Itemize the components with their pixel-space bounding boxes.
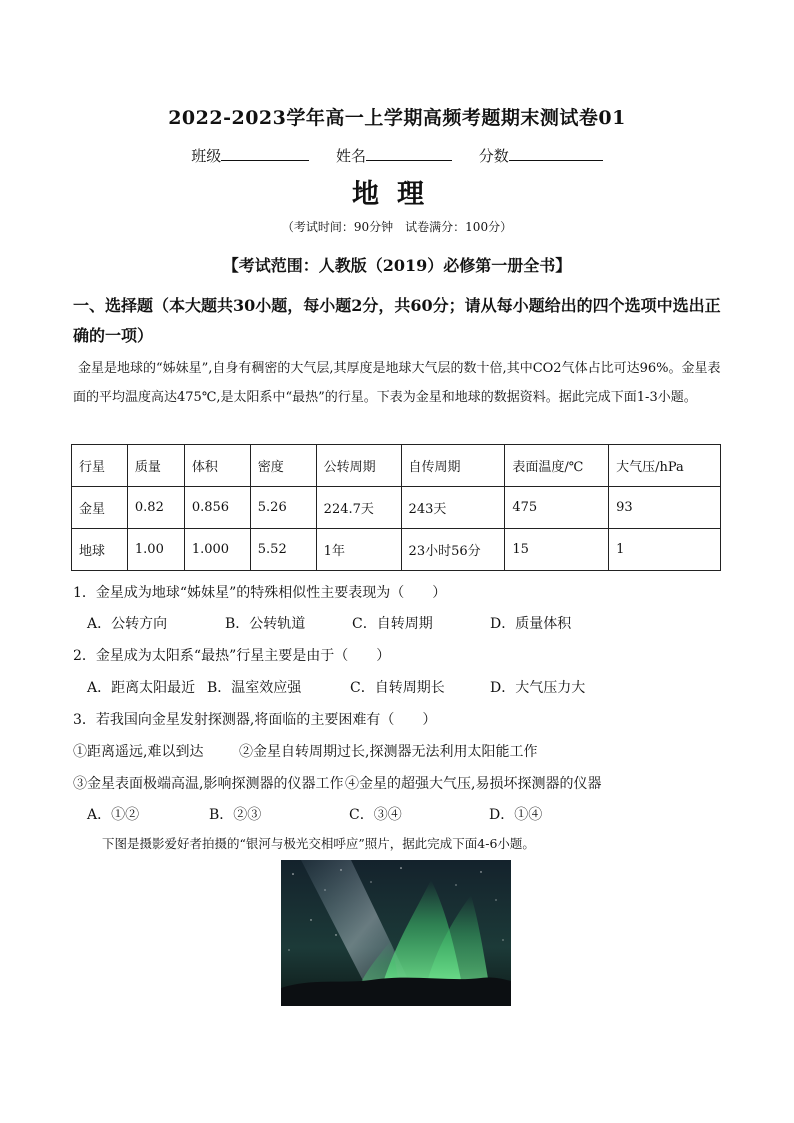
paper-title: 2022-2023学年高一上学期高频考题期末测试卷01	[168, 107, 626, 129]
question-3-options	[87, 804, 727, 824]
option-b[interactable]: B．公转轨道	[225, 616, 306, 632]
statement-1: ①距离遥远,难以到达	[73, 744, 204, 760]
table-header-cell: 公转周期	[316, 445, 401, 487]
table-cell: 5.52	[250, 529, 316, 571]
question-3-statements-row-2	[73, 773, 601, 793]
table-header-row	[72, 445, 721, 487]
question-1-stem: 1．金星成为地球“姊妹星”的特殊相似性主要表现为（ ）	[73, 585, 447, 601]
table-header-cell: 密度	[250, 445, 316, 487]
question-3-stem: 3．若我国向金星发射探测器,将面临的主要困难有（ ）	[73, 712, 437, 728]
score-blank	[509, 146, 603, 161]
table-cell: 金星	[72, 487, 128, 529]
table-cell: 93	[609, 487, 721, 529]
table-header-cell: 体积	[184, 445, 250, 487]
table-cell: 1年	[316, 529, 401, 571]
option-d[interactable]: D．①④	[489, 807, 543, 823]
exam-info: （考试时间：90分钟 试卷满分：100分）	[281, 220, 513, 234]
table-cell: 地球	[72, 529, 128, 571]
exam-scope: 【考试范围：人教版（2019）必修第一册全书】	[222, 256, 572, 275]
subject-title: 地理	[352, 179, 442, 210]
section-heading: 一、选择题（本大题共30小题，每小题2分，共60分；请从每小题给出的四个选项中选出正确的一项）	[73, 296, 721, 345]
statement-2: ②金星自转周期过长,探测器无法利用太阳能工作	[239, 744, 538, 760]
reading-passage: 金星是地球的“姊妹星”,自身有稠密的大气层,其厚度是地球大气层的数十倍,其中CO2气体占比可达96%。金星表面的平均温度高达475℃,是太阳系中“最热”的行星。下表为金星和地球的数据资料。据此完成下面1-3小题。	[73, 361, 721, 405]
score-label: 分数	[478, 147, 509, 165]
option-a[interactable]: A．①②	[87, 807, 140, 823]
option-a[interactable]: A．公转方向	[87, 616, 168, 632]
table-cell: 1.00	[127, 529, 184, 571]
photo-caption: 下图是摄影爱好者拍摄的“银河与极光交相呼应”照片，据此完成下面4-6小题。	[102, 836, 535, 851]
option-d[interactable]: D．大气压力大	[490, 680, 586, 696]
question-2-options	[87, 677, 727, 697]
name-blank	[366, 146, 452, 161]
table-cell: 1.000	[184, 529, 250, 571]
table-cell: 23小时56分	[401, 529, 505, 571]
table-row	[72, 529, 721, 571]
table-cell: 15	[505, 529, 609, 571]
option-a[interactable]: A．距离太阳最近	[87, 680, 196, 696]
statement-3: ③金星表面极端高温,影响探测器的仪器工作	[73, 776, 344, 792]
statement-4: ④金星的超强大气压,易损坏探测器的仪器	[345, 776, 602, 792]
question-2-stem: 2．金星成为太阳系“最热”行星主要是由于（ ）	[73, 648, 391, 664]
table-cell: 243天	[401, 487, 505, 529]
table-cell: 0.82	[127, 487, 184, 529]
class-blank	[221, 146, 309, 161]
table-header-cell: 自传周期	[401, 445, 505, 487]
table-row	[72, 487, 721, 529]
student-info-line	[0, 145, 794, 166]
table-cell: 224.7天	[316, 487, 401, 529]
table-cell: 475	[505, 487, 609, 529]
table-header-cell: 行星	[72, 445, 128, 487]
table-header-cell: 大气压/hPa	[609, 445, 721, 487]
option-b[interactable]: B．②③	[209, 807, 262, 823]
aurora-photo-image	[281, 860, 511, 1006]
table-header-cell: 表面温度/℃	[505, 445, 609, 487]
option-c[interactable]: C．自转周期长	[350, 680, 445, 696]
option-b[interactable]: B．温室效应强	[207, 680, 302, 696]
option-c[interactable]: C．自转周期	[352, 616, 433, 632]
option-c[interactable]: C．③④	[349, 807, 402, 823]
table-cell: 0.856	[184, 487, 250, 529]
class-label: 班级	[191, 147, 222, 165]
name-label: 姓名	[335, 147, 366, 165]
aurora-photo	[281, 860, 511, 1006]
table-cell: 5.26	[250, 487, 316, 529]
table-cell: 1	[609, 529, 721, 571]
question-3-statements-row-1	[73, 741, 537, 761]
question-1-options	[87, 613, 727, 633]
planet-data-table	[71, 444, 721, 571]
table-header-cell: 质量	[127, 445, 184, 487]
option-d[interactable]: D．质量体积	[490, 616, 572, 632]
